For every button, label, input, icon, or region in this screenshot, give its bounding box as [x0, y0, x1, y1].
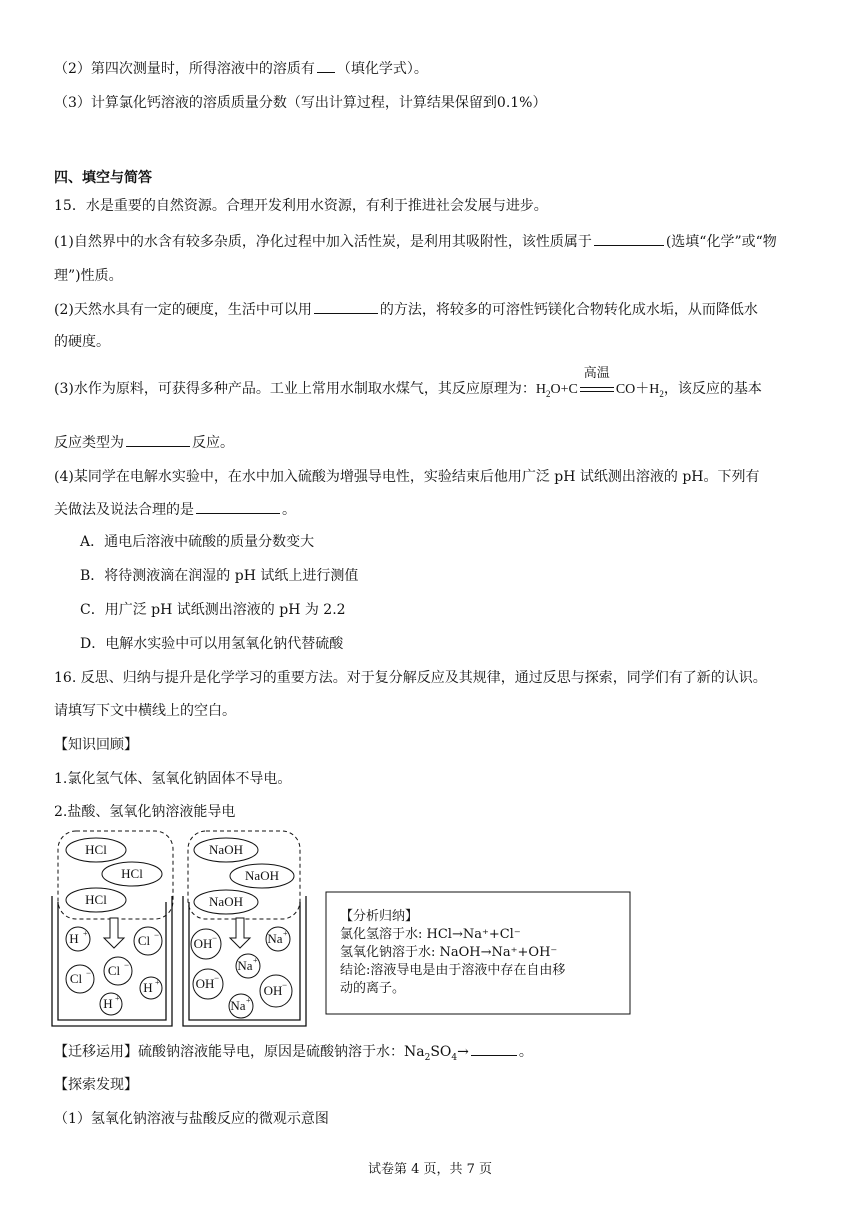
- q14-part3: （3）计算氯化钙溶液的溶质质量分数（写出计算过程，计算结果保留到0.1%）: [54, 95, 547, 111]
- ion-cl: Cl: [69, 971, 83, 986]
- naoh-molecule-label: NaOH: [245, 868, 279, 883]
- ion-oh: OH: [193, 936, 213, 951]
- q16-stem-cont: 请填写下文中横线上的空白。: [54, 703, 236, 719]
- answer-blank[interactable]: [317, 58, 335, 73]
- analysis-box: [326, 892, 630, 1014]
- q15-part3: (3)水作为原料，可获得多种产品。工业上常用水制取水煤气，其反应原理为：$H_2O+C$ 高温 $CO+H_2$，该反应的基本: [54, 365, 762, 399]
- section-title: 四、填空与简答: [54, 170, 152, 186]
- q15-part1: (1)自然界中的水含有较多杂质，净化过程中加入活性炭，是利用其吸附性，该性质属于 (选填“化学”或“物: [54, 231, 777, 252]
- down-arrow-icon: [230, 918, 250, 948]
- option-b[interactable]: B．将待测液滴在润湿的 pH 试纸上进行测值: [80, 568, 359, 584]
- option-d[interactable]: D．电解水实验中可以用氢氧化钠代替硫酸: [80, 636, 344, 652]
- ion-cl: Cl: [107, 963, 121, 978]
- ion-charge-minus: −: [154, 930, 160, 940]
- transfer-application: 【迁移运用】硫酸钠溶液能导电，原因是硫酸钠溶于水：$Na_2SO_4\to$ 。: [54, 1041, 533, 1068]
- reaction-equation: $H_2O+C$ 高温 $CO+H_2$: [535, 365, 664, 399]
- ion-charge-minus: −: [86, 968, 92, 978]
- ion-charge-minus: −: [214, 973, 220, 983]
- ion-charge-minus: −: [282, 980, 288, 990]
- option-c[interactable]: C．用广泛 pH 试纸测出溶液的 pH 为 2.2: [80, 602, 346, 618]
- review-item-2: 2.盐酸、氢氧化钠溶液能导电: [54, 804, 236, 820]
- knowledge-review-heading: 【知识回顾】: [54, 737, 138, 753]
- answer-blank[interactable]: [471, 1041, 517, 1056]
- ion-charge-plus: +: [283, 929, 288, 938]
- analysis-line-2: 氢氧化钠溶于水: NaOH→Na⁺+OH⁻: [340, 945, 558, 960]
- q16-stem: 16. 反思、归纳与提升是化学学习的重要方法。对于复分解反应及其规律，通过反思与探索，同学们有了新的认识。: [54, 670, 767, 686]
- analysis-line-3: 结论:溶液导电是由于溶液中存在自由移: [340, 963, 566, 978]
- ion-charge-plus: +: [246, 996, 251, 1005]
- down-arrow-icon: [104, 918, 124, 948]
- q15-part4: (4)某同学在电解水实验中，在水中加入硫酸为增强导电性，实验结束后他用广泛 pH 试纸测出溶液的 pH。下列有: [54, 469, 760, 485]
- ion-charge-plus: +: [155, 978, 160, 987]
- naoh-molecule-label: NaOH: [209, 842, 243, 857]
- beaker-naoh: [183, 831, 306, 1026]
- q15-part2-cont: 的硬度。: [54, 334, 110, 350]
- ion-charge-minus: −: [124, 960, 130, 970]
- ion-oh: OH: [195, 976, 215, 991]
- beaker-hcl: [52, 831, 173, 1026]
- page-footer: 试卷第 4 页，共 7 页: [367, 1162, 493, 1177]
- ion-charge-plus: +: [83, 929, 88, 938]
- hcl-molecule-label: HCl: [85, 842, 107, 857]
- ion-na: Na: [237, 958, 253, 973]
- hcl-molecule-label: HCl: [85, 892, 107, 907]
- option-a[interactable]: A．通电后溶液中硫酸的质量分数变大: [80, 534, 315, 550]
- answer-blank[interactable]: [594, 231, 664, 246]
- conductivity-diagram: [48, 826, 828, 1036]
- analysis-line-4: 动的离子。: [340, 981, 406, 996]
- naoh-molecule-label: NaOH: [209, 894, 243, 909]
- q15-stem: 15．水是重要的自然资源。合理开发利用水资源，有利于推进社会发展与进步。: [54, 198, 548, 214]
- ion-h: H: [103, 996, 113, 1011]
- q15-part3-cont: 反应类型为 反应。: [54, 432, 234, 453]
- ion-na: Na: [267, 931, 283, 946]
- explore-heading: 【探索发现】: [54, 1077, 138, 1093]
- ion-charge-plus: +: [115, 994, 120, 1003]
- review-item-1: 1.氯化氢气体、氢氧化钠固体不导电。: [54, 771, 292, 787]
- answer-blank[interactable]: [314, 299, 378, 314]
- analysis-title: 【分析归纳】: [340, 909, 419, 924]
- q14-part2: （2）第四次测量时，所得溶液中的溶质有 （填化学式）。: [54, 58, 428, 79]
- ion-cl: Cl: [137, 933, 151, 948]
- ion-charge-minus: −: [212, 933, 218, 943]
- hcl-molecule-label: HCl: [121, 866, 143, 881]
- ion-charge-plus: +: [253, 956, 258, 965]
- explore-item-1: （1）氢氧化钠溶液与盐酸反应的微观示意图: [54, 1111, 329, 1127]
- q15-part2: (2)天然水具有一定的硬度，生活中可以用 的方法，将较多的可溶性钙镁化合物转化成水垢，从而降低水: [54, 299, 758, 320]
- answer-blank[interactable]: [126, 432, 190, 447]
- ion-h: H: [143, 980, 153, 995]
- answer-blank[interactable]: [196, 499, 280, 514]
- ion-oh: OH: [263, 983, 283, 998]
- q15-part1-cont: 理”)性质。: [54, 268, 123, 284]
- equation-condition: 高温: [580, 380, 614, 400]
- ion-h: H: [69, 931, 79, 946]
- q15-part4-cont: 关做法及说法合理的是 。: [54, 499, 296, 520]
- analysis-line-1: 氯化氢溶于水: HCl→Na⁺+Cl⁻: [340, 927, 521, 942]
- ion-na: Na: [230, 998, 246, 1013]
